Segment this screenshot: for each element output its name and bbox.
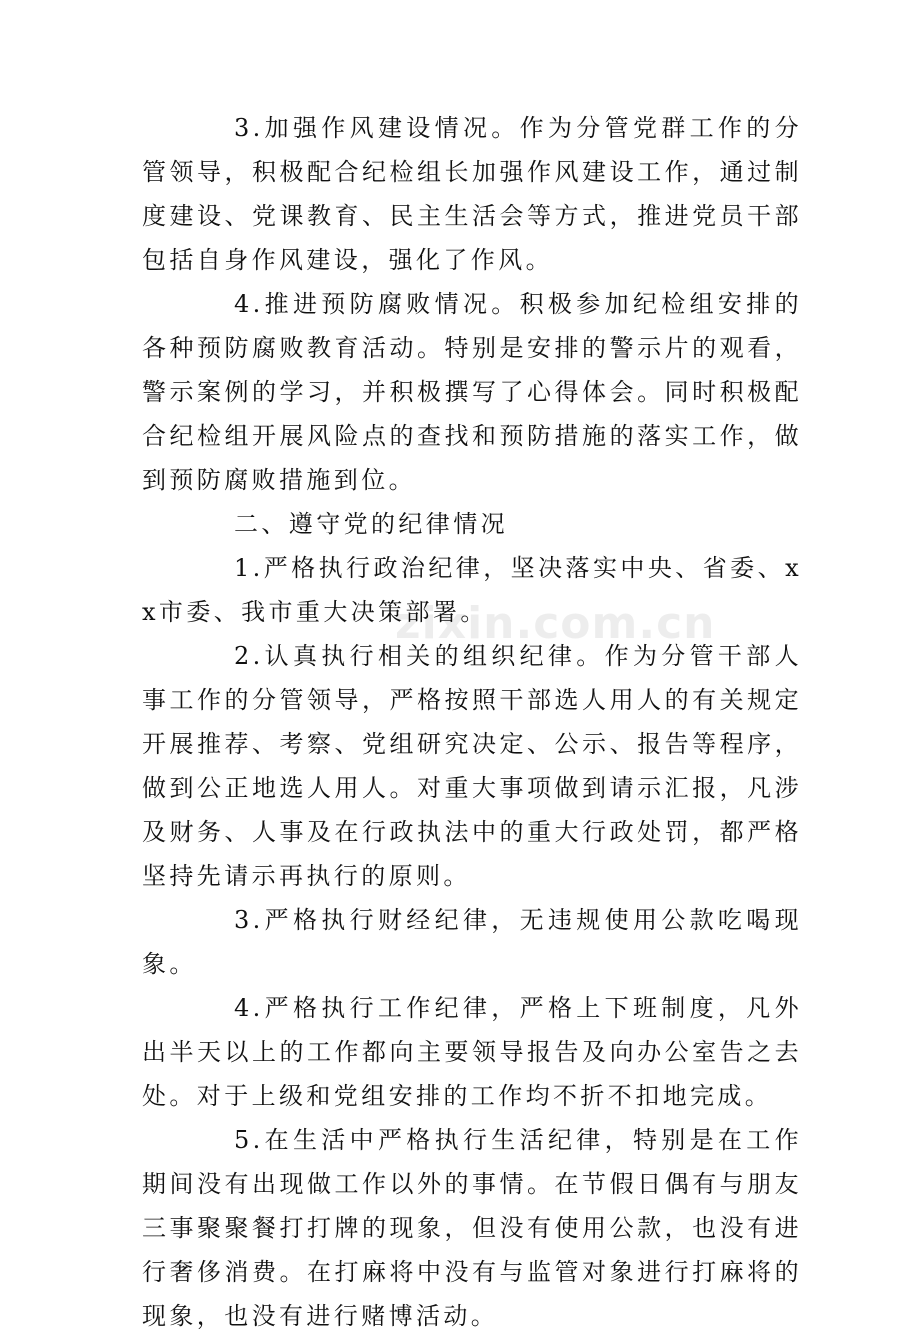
document-body [142, 106, 802, 1338]
paragraph-political-discipline: 1.严格执行政治纪律，坚决落实中央、省委、xx市委、我市重大决策部署。 [142, 554, 802, 626]
paragraph-prevent-corruption: 4.推进预防腐败情况。积极参加纪检组安排的各种预防腐败教育活动。特别是安排的警示片的观看，警示案例的学习，并积极撰写了心得体会。同时积极配合纪检组开展风险点的查找和预防措施的落实工作，做到预防腐败措施到位。 [142, 290, 802, 494]
paragraph-strengthen-work-style: 3.加强作风建设情况。作为分管党群工作的分管领导，积极配合纪检组长加强作风建设工作，通过制度建设、党课教育、民主生活会等方式，推进党员干部包括自身作风建设，强化了作风。 [142, 114, 802, 274]
paragraph-organizational-discipline: 2.认真执行相关的组织纪律。作为分管干部人事工作的分管领导，严格按照干部选人用人的有关规定开展推荐、考察、党组研究决定、公示、报告等程序，做到公正地选人用人。对重大事项做到请示汇报，凡涉及财务、人事及在行政执法中的重大行政处罚，都严格坚持先请示再执行的原则。 [142, 642, 802, 890]
section-heading-party-discipline: 二、遵守党的纪律情况 [234, 510, 508, 538]
paragraph-financial-discipline: 3.严格执行财经纪律，无违规使用公款吃喝现象。 [142, 906, 802, 978]
paragraph-work-discipline: 4.严格执行工作纪律，严格上下班制度，凡外出半天以上的工作都向主要领导报告及向办公室告之去处。对于上级和党组安排的工作均不折不扣地完成。 [142, 994, 802, 1110]
watermark: zixin.com.cn [395, 598, 716, 649]
paragraph-life-discipline: 5.在生活中严格执行生活纪律，特别是在工作期间没有出现做工作以外的事情。在节假日偶有与朋友三事聚聚餐打打牌的现象，但没有使用公款，也没有进行奢侈消费。在打麻将中没有与监管对象进行打麻将的现象，也没有进行赌博活动。 [142, 1126, 802, 1330]
